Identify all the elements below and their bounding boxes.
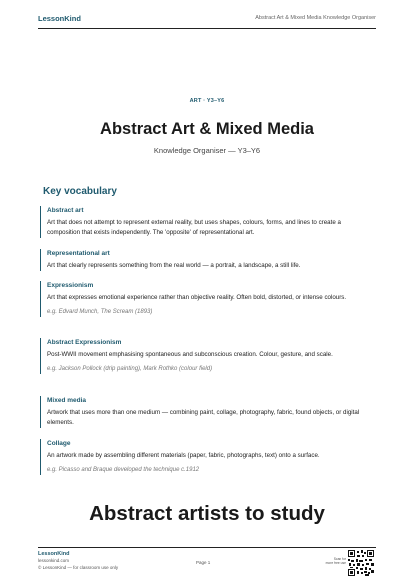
footer-brand: LessonKind (38, 551, 70, 557)
vocab-definition: Art that clearly represents something from the real world — a portrait, a landscape, a still life. (47, 262, 301, 269)
vocab-definition: Art that expresses emotional experience rather than objective reality. Often bold, distorted, or intense colours. (47, 294, 347, 301)
scan-caption (318, 557, 346, 565)
vocabulary-heading: Key vocabulary (43, 186, 117, 197)
vocab-example: e.g. Edvard Munch, The Scream (1893) (47, 309, 153, 315)
page-header (0, 0, 414, 30)
page-number: Page 1 (196, 560, 211, 565)
vocab-item-abstract-art (40, 206, 374, 238)
vocab-definition: Artwork that uses more than one medium — combining paint, collage, photography, fabric, found objects, or digital elements. (47, 409, 360, 426)
vocab-term: Representational art (47, 250, 110, 257)
vocab-item-collage (40, 439, 374, 475)
vocab-term: Abstract art (47, 207, 84, 214)
qr-code-icon[interactable] (348, 550, 374, 576)
vocab-item-expressionism (40, 281, 374, 317)
vocab-term: Expressionism (47, 282, 94, 289)
vocab-term: Mixed media (47, 397, 87, 404)
footer-copyright: © LessonKind — for classroom use only (38, 565, 119, 570)
scan-caption-line: more free use (325, 561, 346, 565)
header-divider (38, 28, 376, 29)
vocab-term: Abstract Expressionism (47, 339, 122, 346)
vocab-item-abstract-expressionism (40, 338, 374, 374)
header-brand: LessonKind (38, 14, 81, 23)
page-title: Abstract Art & Mixed Media (100, 120, 314, 138)
vocab-definition: Post-WWII movement emphasising spontaneous and subconscious creation. Colour, gesture, and scale. (47, 351, 333, 358)
vocab-example: e.g. Jackson Pollock (drip painting), Mark Rothko (colour field) (47, 366, 213, 372)
vocab-definition: Art that does not attempt to represent external reality, but uses shapes, colours, forms, and lines to create a composition that exists independently. The 'opposite' of representational art. (47, 219, 341, 236)
page-subtitle: Knowledge Organiser — Y3–Y6 (153, 146, 261, 155)
footer-divider (38, 547, 376, 548)
vocab-example: e.g. Picasso and Braque developed the technique c.1912 (47, 467, 200, 473)
header-doc-title: Abstract Art & Mixed Media Knowledge Organiser (255, 15, 376, 21)
vocab-item-representational-art (40, 249, 374, 271)
vocab-definition: An artwork made by assembling different materials (paper, fabric, photographs, text) onto a surface. (47, 452, 320, 459)
footer-url-link[interactable]: lessonkind.com (38, 558, 70, 563)
vocab-term: Collage (47, 440, 71, 447)
vocab-item-mixed-media (40, 396, 374, 428)
artists-heading: Abstract artists to study (89, 502, 325, 525)
subject-eyebrow: ART · Y3–Y6 (189, 98, 225, 104)
scan-caption-line: Scan for (333, 557, 346, 561)
